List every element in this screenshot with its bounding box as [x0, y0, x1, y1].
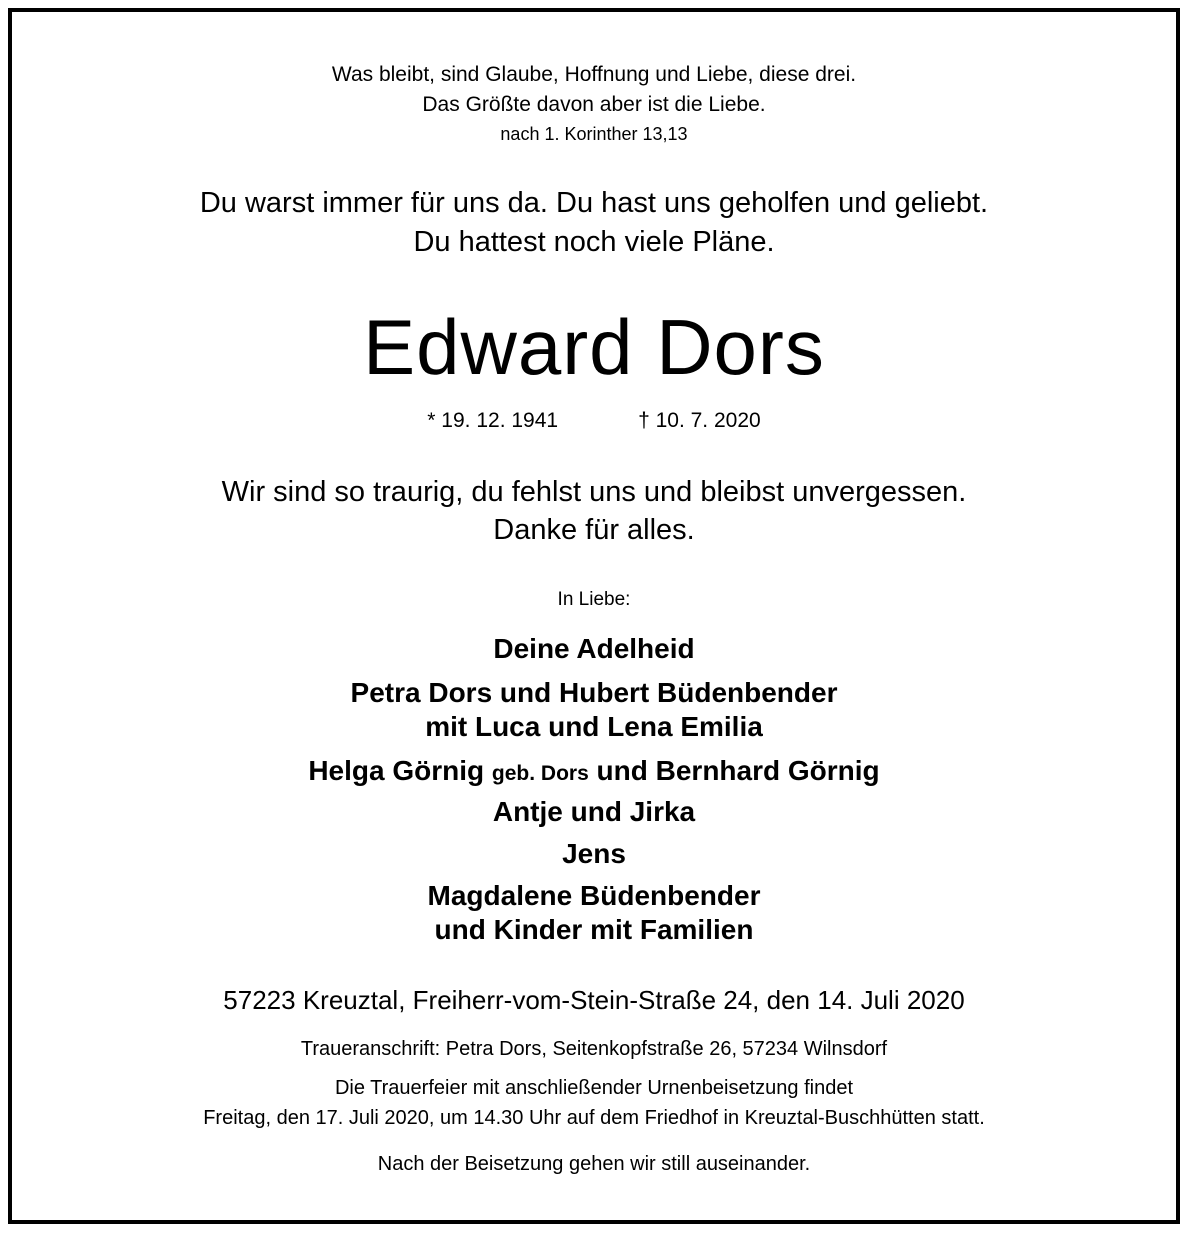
family-line-3: mit Luca und Lena Emilia: [425, 711, 763, 742]
verse-source: nach 1. Korinther 13,13: [500, 124, 688, 144]
family-line-2: Petra Dors und Hubert Büdenbender: [350, 677, 838, 708]
family-line-1: Deine Adelheid: [493, 633, 695, 664]
ceremony-line-2: Freitag, den 17. Juli 2020, um 14.30 Uhr auf dem Friedhof in Kreuztal-Buschhütten statt.: [203, 1107, 985, 1129]
place-and-date: 57223 Kreuztal, Freiherr-vom-Stein-Straße 24, den 14. Juli 2020: [223, 985, 965, 1015]
mourning-address: Traueranschrift: Petra Dors, Seitenkopfstraße 26, 57234 Wilnsdorf: [300, 1038, 888, 1060]
family-line-4-geb: geb. Dors: [491, 762, 589, 785]
message-line-1: Wir sind so traurig, du fehlst uns und bleibst unvergessen.: [221, 476, 967, 508]
family-line-4-partner: und Bernhard Görnig: [596, 755, 880, 786]
message-line-2: Danke für alles.: [493, 514, 695, 546]
ceremony-line-1: Die Trauerfeier mit anschließender Urnenbeisetzung findet: [334, 1077, 854, 1099]
family-line-4: [12, 757, 1176, 785]
death-date: † 10. 7. 2020: [638, 409, 761, 432]
family-line-6: Jens: [562, 838, 626, 869]
family-line-8: und Kinder mit Familien: [434, 914, 754, 945]
closing-note: Nach der Beisetzung gehen wir still auseinander.: [377, 1153, 811, 1175]
family-line-7: Magdalene Büdenbender: [427, 880, 761, 911]
life-dates: [12, 410, 1176, 431]
verse-line-1: Was bleibt, sind Glaube, Hoffnung und Liebe, diese drei.: [331, 63, 857, 86]
birth-date: * 19. 12. 1941: [427, 409, 559, 432]
intro-line-2: Du hattest noch viele Pläne.: [413, 226, 775, 258]
deceased-name: Edward Dors: [363, 303, 825, 391]
family-line-5: Antje und Jirka: [492, 796, 696, 827]
intro-line-1: Du warst immer für uns da. Du hast uns geholfen und geliebt.: [199, 187, 989, 219]
verse-line-2: Das Größte davon aber ist die Liebe.: [422, 93, 766, 116]
signoff: In Liebe:: [557, 589, 631, 610]
obituary-frame: [8, 8, 1180, 1224]
family-line-4-name: Helga Görnig: [308, 755, 485, 786]
